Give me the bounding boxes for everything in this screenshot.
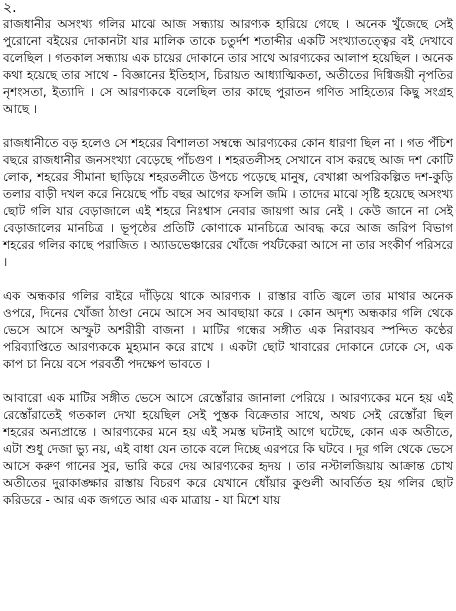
- document-body: [3, 16, 453, 526]
- paragraph-1: রাজধানীর অসংখ্য গলির মাঝে আজ সন্ধ্যায় আরণ্যক হারিয়ে গেছে । অনেক খুঁজেছে সেই পুরোনো বইয়ের দোকানটা যার মালিক তাকে চতুর্দশ শতাব্দীর একটি সংখ্যাতত্ত্বের বই দেখাবে বলেছিল । গতকাল সন্ধ্যায় এক চায়ের দোকানে তার সাথে আরণ্যকের আলাপ হয়েছিল । অনেক কথা হয়েছে তার সাথে - বিজ্ঞানের ইতিহাস, চিরায়ত আধ্যাত্মিকতা, অতীতের দিগ্বিজয়ী নৃপতির নৃশংসতা, ইত্যাদি । সে আরণ্যককে বলেছিল তার কাছে পুরাতন গণিত সাহিত্যের কিছু সংগ্রহ আছে ।: [3, 17, 453, 116]
- page-number: ২.: [3, 0, 17, 16]
- paragraph-2: রাজধানীতে বড় হলেও সে শহরের বিশালতা সম্বন্ধে আরণ্যকের কোন ধারণা ছিল না । গত পঁচিশ বছরে রাজধানীর জনসংখ্যা বেড়েছে পাঁচগুণ । শহরতলীসহ সেখানে বাস করছে আজ দশ কোটি লোক, শহরের সীমানা ছাড়িয়ে শহরতলীতে উপচে পড়েছে মানুষ, বেখাপ্পা অপরিকল্পিত দশ-কুড়ি তলার বাড়ী দখল করে নিয়েছে পাঁচ বছর আগের ফসলি জমি । তাদের মাঝে সৃষ্টি হয়েছে অসংখ্য ছোট গলি যার বেড়াজালে এই শহরে নিঃশ্বাস নেবার জায়গা আর নেই । কেউ জানে না সেই বেড়াজালের মানচিত্র । ভূপৃষ্ঠের প্রতিটি কোণাকে মানচিত্রে আবদ্ধ করে আজ জরিপ বিভাগ শহরের গলির কাছে পরাজিত । অ্যাডভেঞ্চারের খোঁজে পর্যটকেরা আসে না তার সংকীর্ণ পরিসরে ।: [3, 136, 453, 269]
- paragraph-4: আবারো এক মাটির সঙ্গীত ভেসে আসে রেস্তোঁরার জানালা পেরিয়ে । আরণ্যকের মনে হয় এই রেস্তোঁরাতেই গতকাল দেখা হয়েছিল সেই পুস্তক বিক্রেতার সাথে, অথচ সেই রেস্তোঁরা ছিল শহরের অন্যপ্রান্তে । আরণ্যকের মনে হয় এই সমস্ত ঘটনাই আগে ঘটেছে, কোন এক অতীতে, এটা শুধু দেজা ভ্যু নয়, এই বাধা যেন তাকে বলে দিচ্ছে এরপরে কি ঘটবে । দূর গলি থেকে ভেসে আসে করুণ গানের সুর, ভারি করে দেয় আরণ্যকের হৃদয় । তার নস্টালজিয়ায় আক্রান্ত চোখ অতীতের দুরাকাঙ্ক্ষার রাস্তায় বিচরণ করে যেখানে ধোঁয়ার কুণ্ডলী আবর্তিত হয় গলির ছোট করিডরে - আর এক জগতে আর এক মাত্রায় - যা মিশে যায়: [3, 391, 453, 507]
- paragraph-3: এক অন্ধকার গলির বাইরে দাঁড়িয়ে থাকে আরণ্যক । রাস্তার বাতি জ্বলে তার মাথার অনেক ওপরে, দিনের খোঁজা ঠাণ্ডা নেমে আসে সব আবছায়া করে । কোন অদৃশ্য অন্ধকার গলি থেকে ভেসে আসে অস্ফুট অশরীরী বাজনা । মাটির গন্ধের সঙ্গীত এক নিরাবয়ব স্পন্দিত কণ্ঠের পরিব্যাপ্তিতে আরণ্যককে মুহ্যমান করে রাখে । একটা ছোট খাবারের দোকানে ঢোকে সে, এক কাপ চা নিয়ে বসে পরবর্তী পদক্ষেপ ভাবতে ।: [3, 289, 453, 371]
